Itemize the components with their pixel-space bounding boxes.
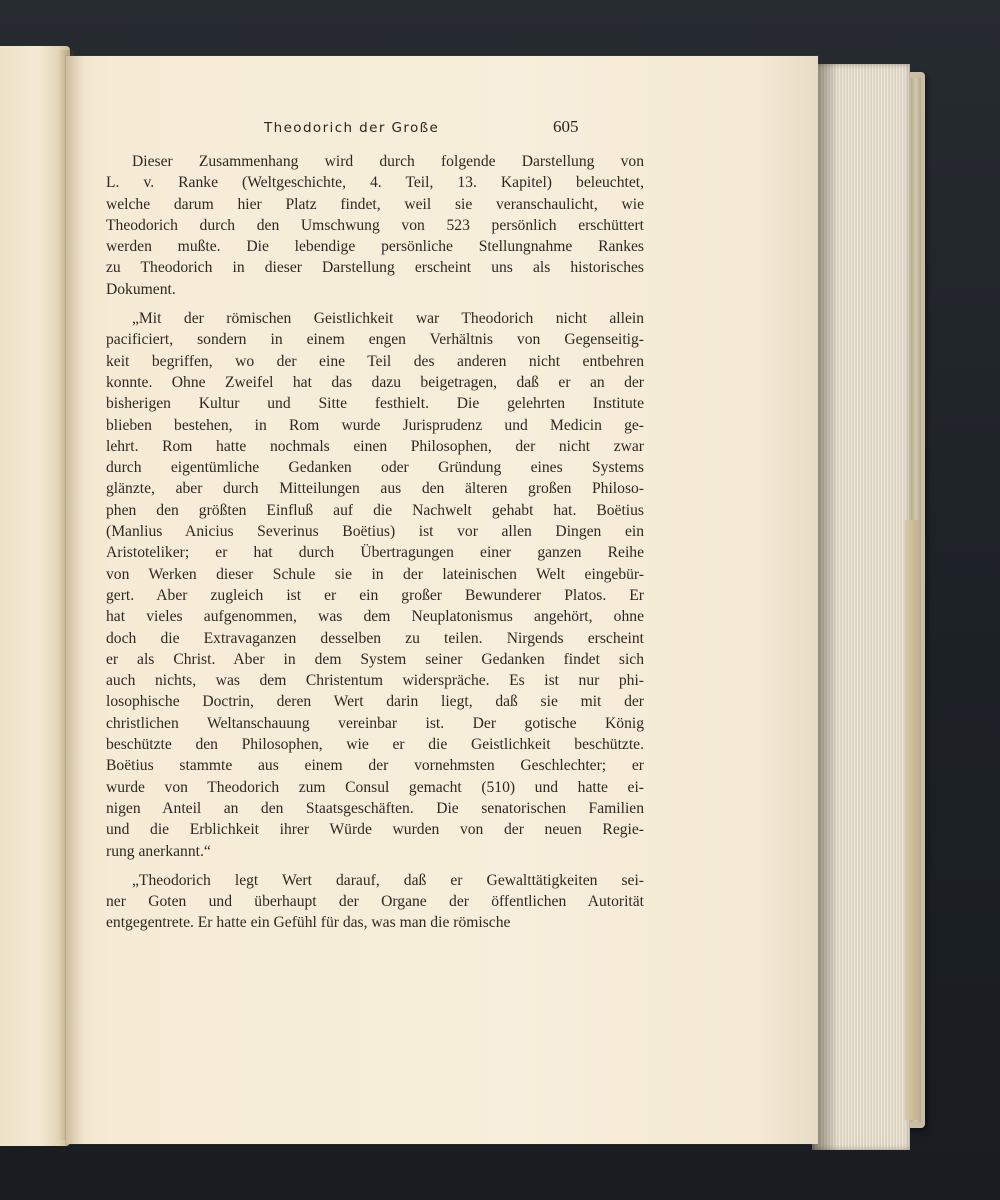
text-line: Dokument. (106, 280, 176, 298)
page-number: 605 (553, 117, 579, 136)
text-line: er als Christ. Aber in dem System seiner Gedanken findet sich (106, 650, 644, 668)
text-line: Aristoteliker; er hat durch Übertragungen einer ganzen Reihe (106, 544, 644, 562)
text-line: zu Theodorich in dieser Darstellung erscheint uns als historisches (106, 259, 644, 277)
text-line: (Manlius Anicius Severinus Boëtius) ist vor allen Dingen ein (106, 523, 644, 541)
paragraph (106, 308, 644, 862)
running-head (260, 118, 660, 140)
text-line: pacificiert, sondern in einem engen Verhältnis von Gegenseitig- (106, 331, 644, 349)
running-head-title: Theodorich der Große (264, 120, 440, 136)
text-line: beschützte den Philosophen, wie er die Geistlichkeit beschützte. (106, 736, 644, 754)
body-text (106, 151, 644, 934)
cover-board-edge (905, 520, 919, 1120)
text-line: von Werken dieser Schule sie in der lateinischen Welt eingebür- (106, 565, 644, 583)
paragraph (106, 151, 644, 300)
text-line: losophische Doctrin, deren Wert darin liegt, daß sie mit der (106, 693, 644, 711)
text-line: Theodorich durch den Umschwung von 523 persönlich erschüttert (106, 216, 644, 234)
text-line: auch nichts, was dem Christentum widerspräche. Es ist nur phi- (106, 672, 644, 690)
text-line: konnte. Ohne Zweifel hat das dazu beigetragen, daß er an der (106, 373, 644, 391)
text-line: Boëtius stammte aus einem der vornehmsten Geschlechter; er (106, 757, 644, 775)
text-line: keit begriffen, wo der eine Teil des anderen nicht entbehren (106, 352, 644, 370)
text-line: hat vieles aufgenommen, was dem Neuplatonismus angehört, ohne (106, 608, 644, 626)
text-line: nigen Anteil an den Staatsgeschäften. Die senatorischen Familien (106, 799, 644, 817)
text-line: wurde von Theodorich zum Consul gemacht (510) und hatte ei- (106, 778, 644, 796)
text-line: phen den größten Einfluß auf die Nachwelt gehabt hat. Boëtius (106, 501, 644, 519)
text-line: durch eigentümliche Gedanken oder Gründung eines Systems (106, 459, 644, 477)
text-line: ner Goten und überhaupt der Organe der öffentlichen Autorität (106, 893, 644, 911)
text-line: bisherigen Kultur und Sitte festhielt. Die gelehrten Institute (106, 395, 644, 413)
text-line: gert. Aber zugleich ist er ein großer Bewunderer Platos. Er (106, 586, 644, 604)
text-line: lehrt. Rom hatte nochmals einen Philosophen, der nicht zwar (106, 437, 644, 455)
text-line: werden mußte. Die lebendige persönliche Stellungnahme Rankes (106, 238, 644, 256)
text-line: welche darum hier Platz findet, weil sie veranschaulicht, wie (106, 195, 644, 213)
text-line: doch die Extravaganzen desselben zu teilen. Nirgends erscheint (106, 629, 644, 647)
page-gutter-shadow (66, 56, 84, 1144)
text-line: Dieser Zusammenhang wird durch folgende Darstellung von (132, 153, 644, 170)
text-line: „Mit der römischen Geistlichkeit war Theodorich nicht allein (132, 310, 644, 328)
text-line: rung anerkannt.“ (106, 842, 211, 860)
text-line: glänzte, aber durch Mitteilungen aus den älteren großen Philoso- (106, 480, 644, 498)
text-line: christlichen Weltanschauung vereinbar ist. Der gotische König (106, 714, 644, 732)
text-line: und die Erblichkeit ihrer Würde wurden von der neuen Regie- (106, 821, 644, 839)
text-line: entgegentrete. Er hatte ein Gefühl für das, was man die römische (106, 914, 511, 932)
text-line: „Theodorich legt Wert darauf, daß er Gewalttätigkeiten sei- (132, 871, 644, 889)
text-line: blieben bestehen, in Rom wurde Jurisprudenz und Medicin ge- (106, 416, 644, 434)
text-line: L. v. Ranke (Weltgeschichte, 4. Teil, 13. Kapitel) beleuchtet, (106, 174, 644, 192)
paragraph (106, 870, 644, 934)
